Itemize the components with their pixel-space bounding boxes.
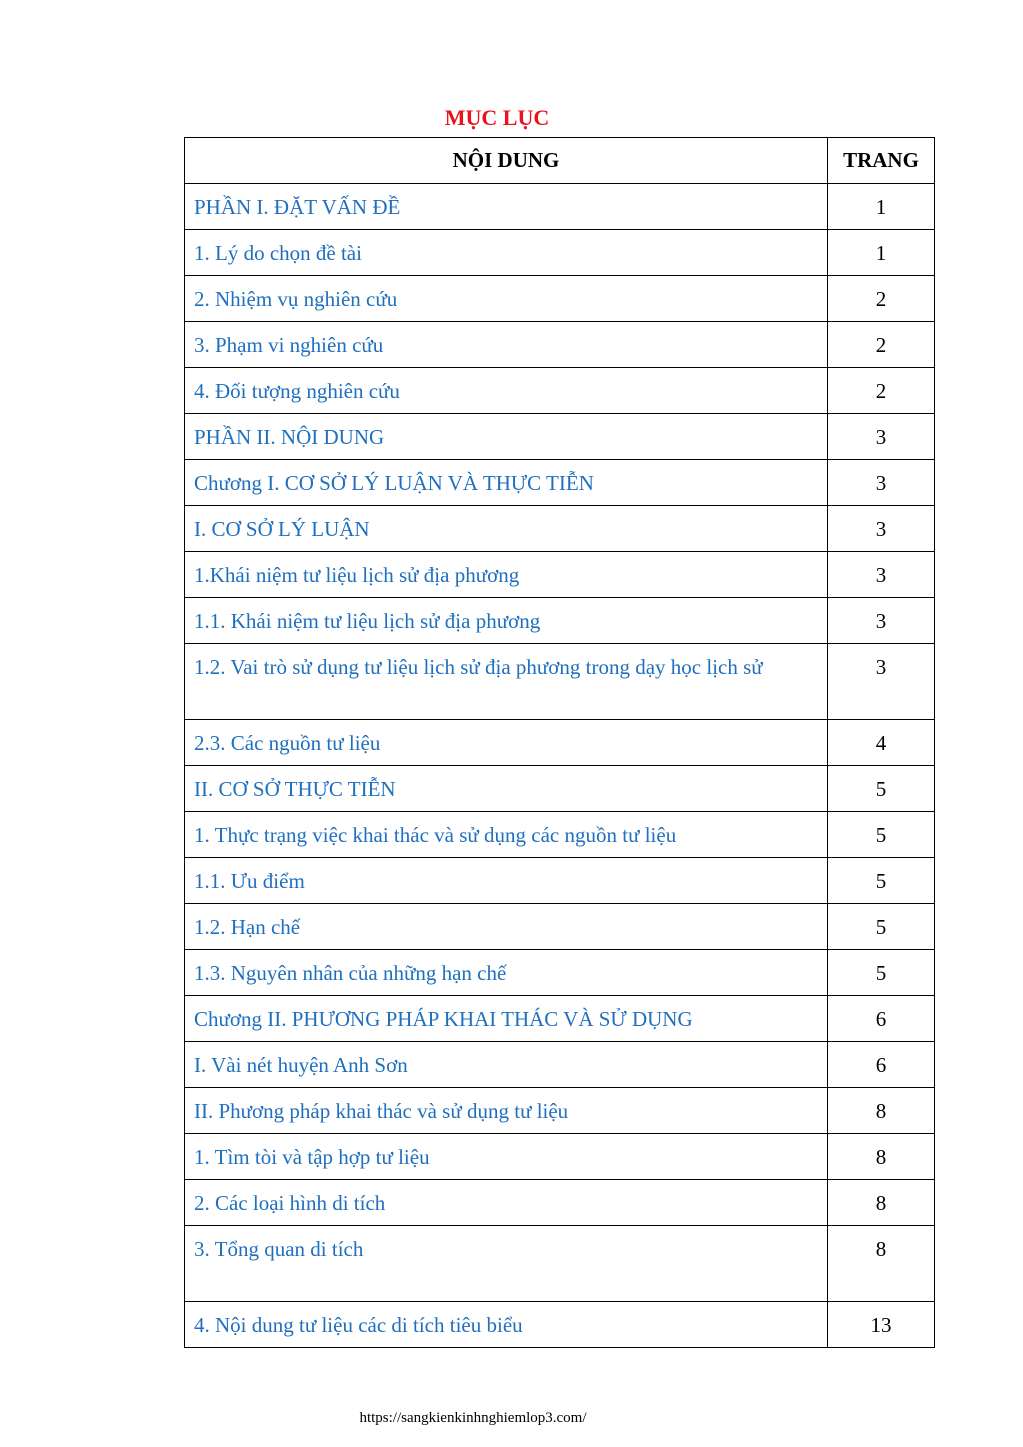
table-row — [185, 766, 935, 812]
toc-entry[interactable]: 2.3. Các nguồn tư liệu — [185, 720, 828, 766]
toc-entry[interactable]: 1.1. Khái niệm tư liệu lịch sử địa phương — [185, 598, 828, 644]
toc-entry[interactable]: 2. Các loại hình di tích — [185, 1180, 828, 1226]
toc-page-number: 3 — [828, 552, 935, 598]
table-row — [185, 184, 935, 230]
table-row — [185, 552, 935, 598]
table-row — [185, 858, 935, 904]
toc-entry[interactable]: 3. Phạm vi nghiên cứu — [185, 322, 828, 368]
toc-entry[interactable]: 1.1. Ưu điểm — [185, 858, 828, 904]
table-row — [185, 904, 935, 950]
toc-entry[interactable]: 3. Tổng quan di tích — [185, 1226, 828, 1302]
table-row — [185, 644, 935, 720]
table-row — [185, 276, 935, 322]
toc-entry[interactable]: 1. Tìm tòi và tập hợp tư liệu — [185, 1134, 828, 1180]
toc-page-number: 5 — [828, 904, 935, 950]
toc-entry[interactable]: 1. Lý do chọn đề tài — [185, 230, 828, 276]
toc-page-number: 8 — [828, 1088, 935, 1134]
toc-page-number: 13 — [828, 1302, 935, 1348]
toc-page-number: 8 — [828, 1226, 935, 1302]
toc-entry[interactable]: 1. Thực trạng việc khai thác và sử dụng các nguồn tư liệu — [185, 812, 828, 858]
toc-page-number: 1 — [828, 230, 935, 276]
table-row — [185, 414, 935, 460]
toc-page-number: 5 — [828, 812, 935, 858]
toc-page-number: 1 — [828, 184, 935, 230]
toc-entry[interactable]: 1.3. Nguyên nhân của những hạn chế — [185, 950, 828, 996]
toc-page-number: 6 — [828, 996, 935, 1042]
toc-entry[interactable]: 1.2. Vai trò sử dụng tư liệu lịch sử địa phương trong dạy học lịch sử — [185, 644, 828, 720]
toc-entry[interactable]: 2. Nhiệm vụ nghiên cứu — [185, 276, 828, 322]
toc-entry[interactable]: 1.Khái niệm tư liệu lịch sử địa phương — [185, 552, 828, 598]
toc-page-number: 2 — [828, 368, 935, 414]
toc-entry[interactable]: 4. Đối tượng nghiên cứu — [185, 368, 828, 414]
header-page: TRANG — [828, 138, 935, 184]
toc-page-number: 8 — [828, 1180, 935, 1226]
table-row — [185, 996, 935, 1042]
table-row — [185, 1042, 935, 1088]
toc-page-number: 5 — [828, 766, 935, 812]
toc-entry[interactable]: I. CƠ SỞ LÝ LUẬN — [185, 506, 828, 552]
toc-page-number: 3 — [828, 598, 935, 644]
table-row — [185, 812, 935, 858]
table-row — [185, 1226, 935, 1302]
table-row — [185, 368, 935, 414]
toc-page-number: 4 — [828, 720, 935, 766]
table-row — [185, 460, 935, 506]
table-row — [185, 598, 935, 644]
table-row — [185, 950, 935, 996]
header-content: NỘI DUNG — [185, 138, 828, 184]
toc-entry[interactable]: Chương I. CƠ SỞ LÝ LUẬN VÀ THỰC TIỄN — [185, 460, 828, 506]
toc-page-number: 6 — [828, 1042, 935, 1088]
toc-entry[interactable]: Chương II. PHƯƠNG PHÁP KHAI THÁC VÀ SỬ DỤNG — [185, 996, 828, 1042]
toc-page-number: 5 — [828, 950, 935, 996]
toc-page-number: 2 — [828, 276, 935, 322]
toc-entry[interactable]: PHẦN I. ĐẶT VẤN ĐỀ — [185, 184, 828, 230]
toc-entry[interactable]: PHẦN II. NỘI DUNG — [185, 414, 828, 460]
toc-entry[interactable]: II. CƠ SỞ THỰC TIỄN — [185, 766, 828, 812]
toc-entry[interactable]: II. Phương pháp khai thác và sử dụng tư liệu — [185, 1088, 828, 1134]
toc-page-number: 8 — [828, 1134, 935, 1180]
table-row — [185, 1134, 935, 1180]
table-row — [185, 230, 935, 276]
toc-page-number: 3 — [828, 506, 935, 552]
table-row — [185, 1180, 935, 1226]
table-row — [185, 1088, 935, 1134]
table-row — [185, 720, 935, 766]
toc-page-number: 3 — [828, 414, 935, 460]
table-row — [185, 1302, 935, 1348]
toc-page-number: 2 — [828, 322, 935, 368]
table-header-row — [185, 138, 935, 184]
toc-entry[interactable]: I. Vài nét huyện Anh Sơn — [185, 1042, 828, 1088]
table-of-contents — [184, 137, 935, 1348]
footer-url: https://sangkienkinhnghiemlop3.com/ — [359, 1410, 587, 1426]
toc-entry[interactable]: 4. Nội dung tư liệu các di tích tiêu biểu — [185, 1302, 828, 1348]
table-row — [185, 506, 935, 552]
page-title: MỤC LỤC — [444, 105, 550, 130]
table-row — [185, 322, 935, 368]
toc-entry[interactable]: 1.2. Hạn chế — [185, 904, 828, 950]
toc-page-number: 5 — [828, 858, 935, 904]
toc-page-number: 3 — [828, 644, 935, 720]
toc-page-number: 3 — [828, 460, 935, 506]
